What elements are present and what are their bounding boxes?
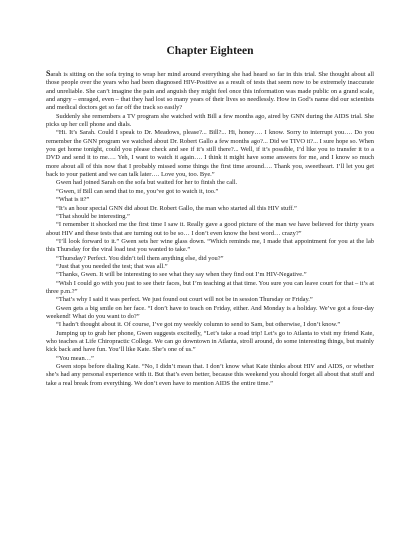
paragraph: “Thanks, Gwen. It will be interesting to see what they say when they find out I’m HIV-Negative.”	[56, 271, 307, 279]
chapter-body	[46, 70, 374, 388]
paragraph: “That’s why I said it was perfect. We just found out court will not be in session Thursday or Friday.”	[56, 296, 313, 304]
paragraph: Jumping up to grab her phone, Gwen suggests excitedly, “Let’s take a road trip! Let’s go to Atlanta to visit my friend Kate, who teaches at Life Chiropractic College. We can go downtown in Atlanta, stroll around, do some interesting things, but mainly kick back and have fun. You’ll like Kate. She’s one of us.”	[46, 329, 374, 354]
paragraph: “Thursday? Perfect. You didn’t tell them anything else, did you?”	[56, 254, 224, 262]
paragraph: “I hadn’t thought about it. Of course, I’ve got my weekly column to send to Sam, but otherwise, I don’t know.”	[56, 321, 341, 329]
paragraph: “It’s an hour special GNN did about Dr. Robert Gallo, the man who started all this HIV stuff.”	[56, 204, 297, 212]
paragraph: “That should be interesting.”	[56, 212, 130, 220]
paragraph: Gwen gets a big smile on her face. “I don’t have to teach on Friday, either. And Monday is a holiday. We’ve got a four-day weekend! What do you want to do?”	[46, 304, 374, 320]
paragraph: “You mean…”	[56, 354, 94, 362]
paragraph: “I’ll look forward to it.” Gwen sets her wine glass down. “Which reminds me, I made that appointment for you at the lab this Thursday for the viral load test you wanted to take.”	[46, 237, 374, 254]
paragraph: “I remember it shocked me the first time I saw it. Really gave a good picture of the man we have believed for thirty years about HIV and these tests that are turning out to be so… I don’t even know the best word… crazy?”	[46, 221, 374, 237]
drop-cap: S	[46, 69, 51, 78]
paragraph: Gwen had joined Sarah on the sofa but waited for her to finish the call.	[56, 179, 238, 187]
paragraph: Suddenly she remembers a TV program she watched with Bill a few months ago, aired by GNN during the AIDS trial. She picks up her cell phone and dials.	[46, 112, 374, 129]
chapter-title: Chapter Eighteen	[166, 45, 254, 57]
paragraph: “Hi. It’s Sarah. Could I speak to Dr. Meadows, please?... Bill?... Hi, honey…. I know. Sorry to interrupt you…. Do you remember the GNN program we watched about Dr. Robert Gallo a few months ago?... Did we TIVO it?... I sure hope so. When you get home tonight, could you please check and see if it’s still there?... Well, if it’s possible, I’d like you to transfer it to a DVD and send it to me…. Yeh, I want to watch it again…. I think it might have some answers for me, and I know so much more about all of this now that I probably missed some things the first time around…. Thank you, sweetheart. I’ll let you get back to your patient and we can talk later…. Love you, too. Bye.”	[46, 129, 374, 179]
paragraph: Gwen stops before dialing Kate. “No, I didn’t mean that. I don’t know what Kate thinks about HIV and AIDS, or whether she’s had any personal experience with it. But that’s even better, because this weekend you should forget all about that stuff and take a real break from everything. We don’t even have to mention AIDS the entire time.”	[46, 363, 374, 387]
paragraph: Sarah is sitting on the sofa trying to wrap her mind around everything she had heard so far in this trial. She thought about all those people over the years who had been diagnosed HIV-Positive as a result of tests that seem now to be extremely inaccurate and unreliable. She can’t imagine the pain and anguish they might feel once this information was made public on a grand scale, and angry – enraged, even – that they had lost so many years of their lives so needlessly. How in God’s name did our scientists and medical doctors get so far off the track so easily?	[46, 69, 374, 112]
paragraph: “Gwen, if Bill can send that to me, you’ve got to watch it, too.”	[56, 187, 219, 195]
book-page	[46, 44, 374, 388]
paragraph: “What is it?”	[56, 196, 90, 204]
paragraph: “Just that you needed the test; that was all.”	[56, 262, 168, 270]
paragraph: “Wish I could go with you just to see their faces, but I’m teaching at that time. You sure you can leave court for that – it’s at three p.m.?”	[46, 279, 374, 295]
